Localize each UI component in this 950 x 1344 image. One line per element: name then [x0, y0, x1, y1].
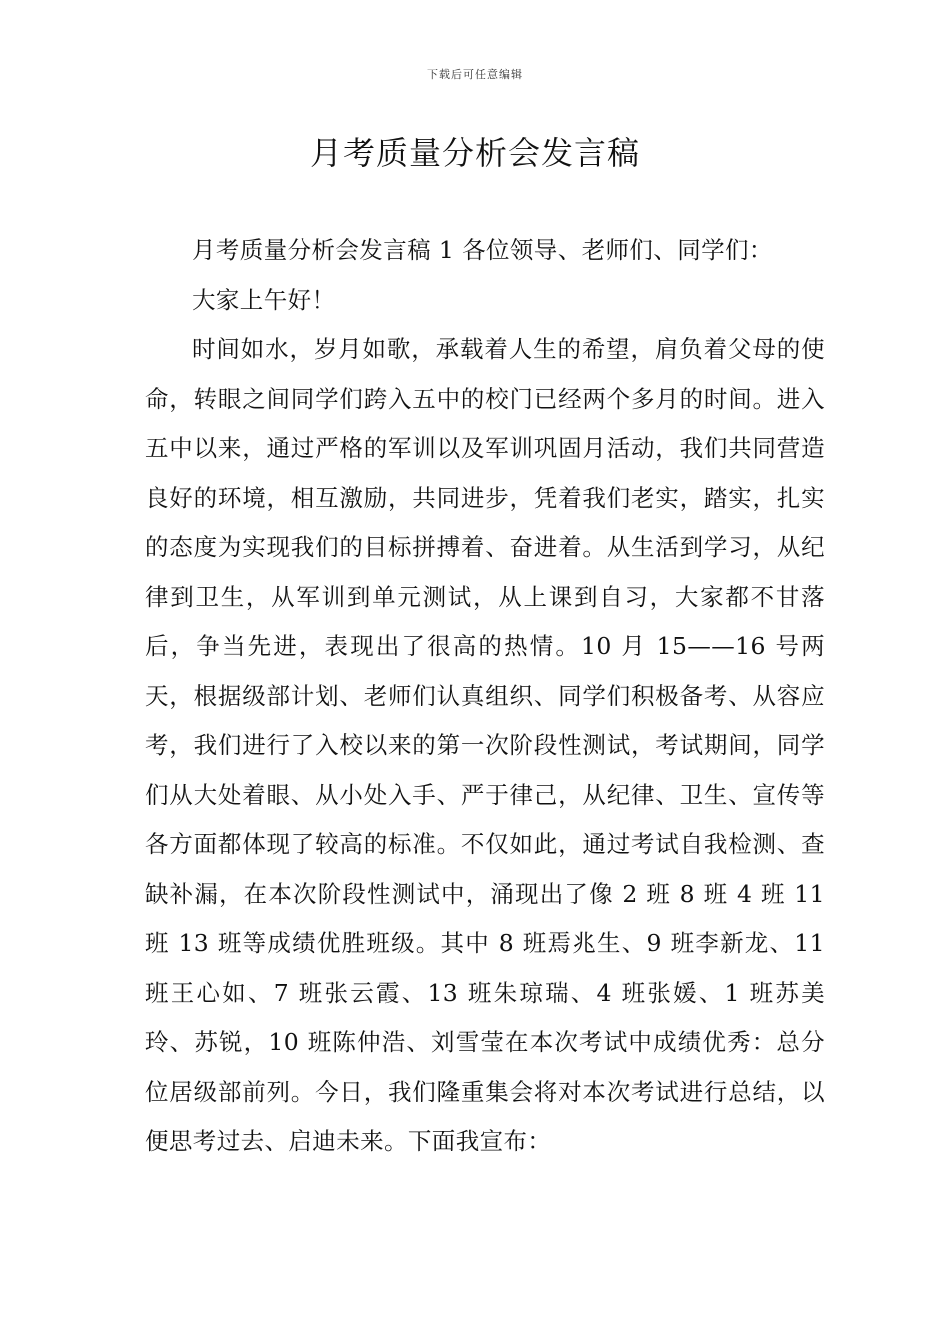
- body-paragraph-greeting: 月考质量分析会发言稿 1 各位领导、老师们、同学们：: [192, 236, 773, 264]
- header-note: 下载后可任意编辑: [427, 68, 523, 81]
- body-paragraph-salutation: 大家上午好！: [192, 285, 336, 314]
- document-body: [145, 226, 833, 1167]
- body-paragraph-main: 时间如水，岁月如歌，承载着人生的希望，肩负着父母的使命，转眼之间同学们跨入五中的校门已经两个多月的时间。进入五中以来，通过严格的军训以及军训巩固月活动，我们共同营造良好的环境，相互激励，共同进步，凭着我们老实，踏实，扎实的态度为实现我们的目标拼搏着、奋进着。从生活到学习，从纪律到卫生，从军训到单元测试，从上课到自习，大家都不甘落后，争当先进，表现出了很高的热情。10 月 15——16 号两天，根据级部计划、老师们认真组织、同学们积极备考、从容应考，我们进行了入校以来的第一次阶段性测试，考试期间，同学们从大处着眼、从小处入手、严于律己，从纪律、卫生、宣传等各方面都体现了较高的标准。不仅如此，通过考试自我检测、查缺补漏，在本次阶段性测试中，涌现出了像 2 班 8 班 4 班 11 班 13 班等成绩优胜班级。其中 8 班焉兆生、9 班李新龙、11 班王心如、7 班张云霞、13 班朱琼瑞、4 班张媛、1 班苏美玲、苏锐，10 班陈仲浩、刘雪莹在本次考试中成绩优秀：总分位居级部前列。今日，我们隆重集会将对本次考试进行总结，以便思考过去、启迪未来。下面我宣布：: [145, 335, 833, 1155]
- document-title: 月考质量分析会发言稿: [309, 134, 640, 172]
